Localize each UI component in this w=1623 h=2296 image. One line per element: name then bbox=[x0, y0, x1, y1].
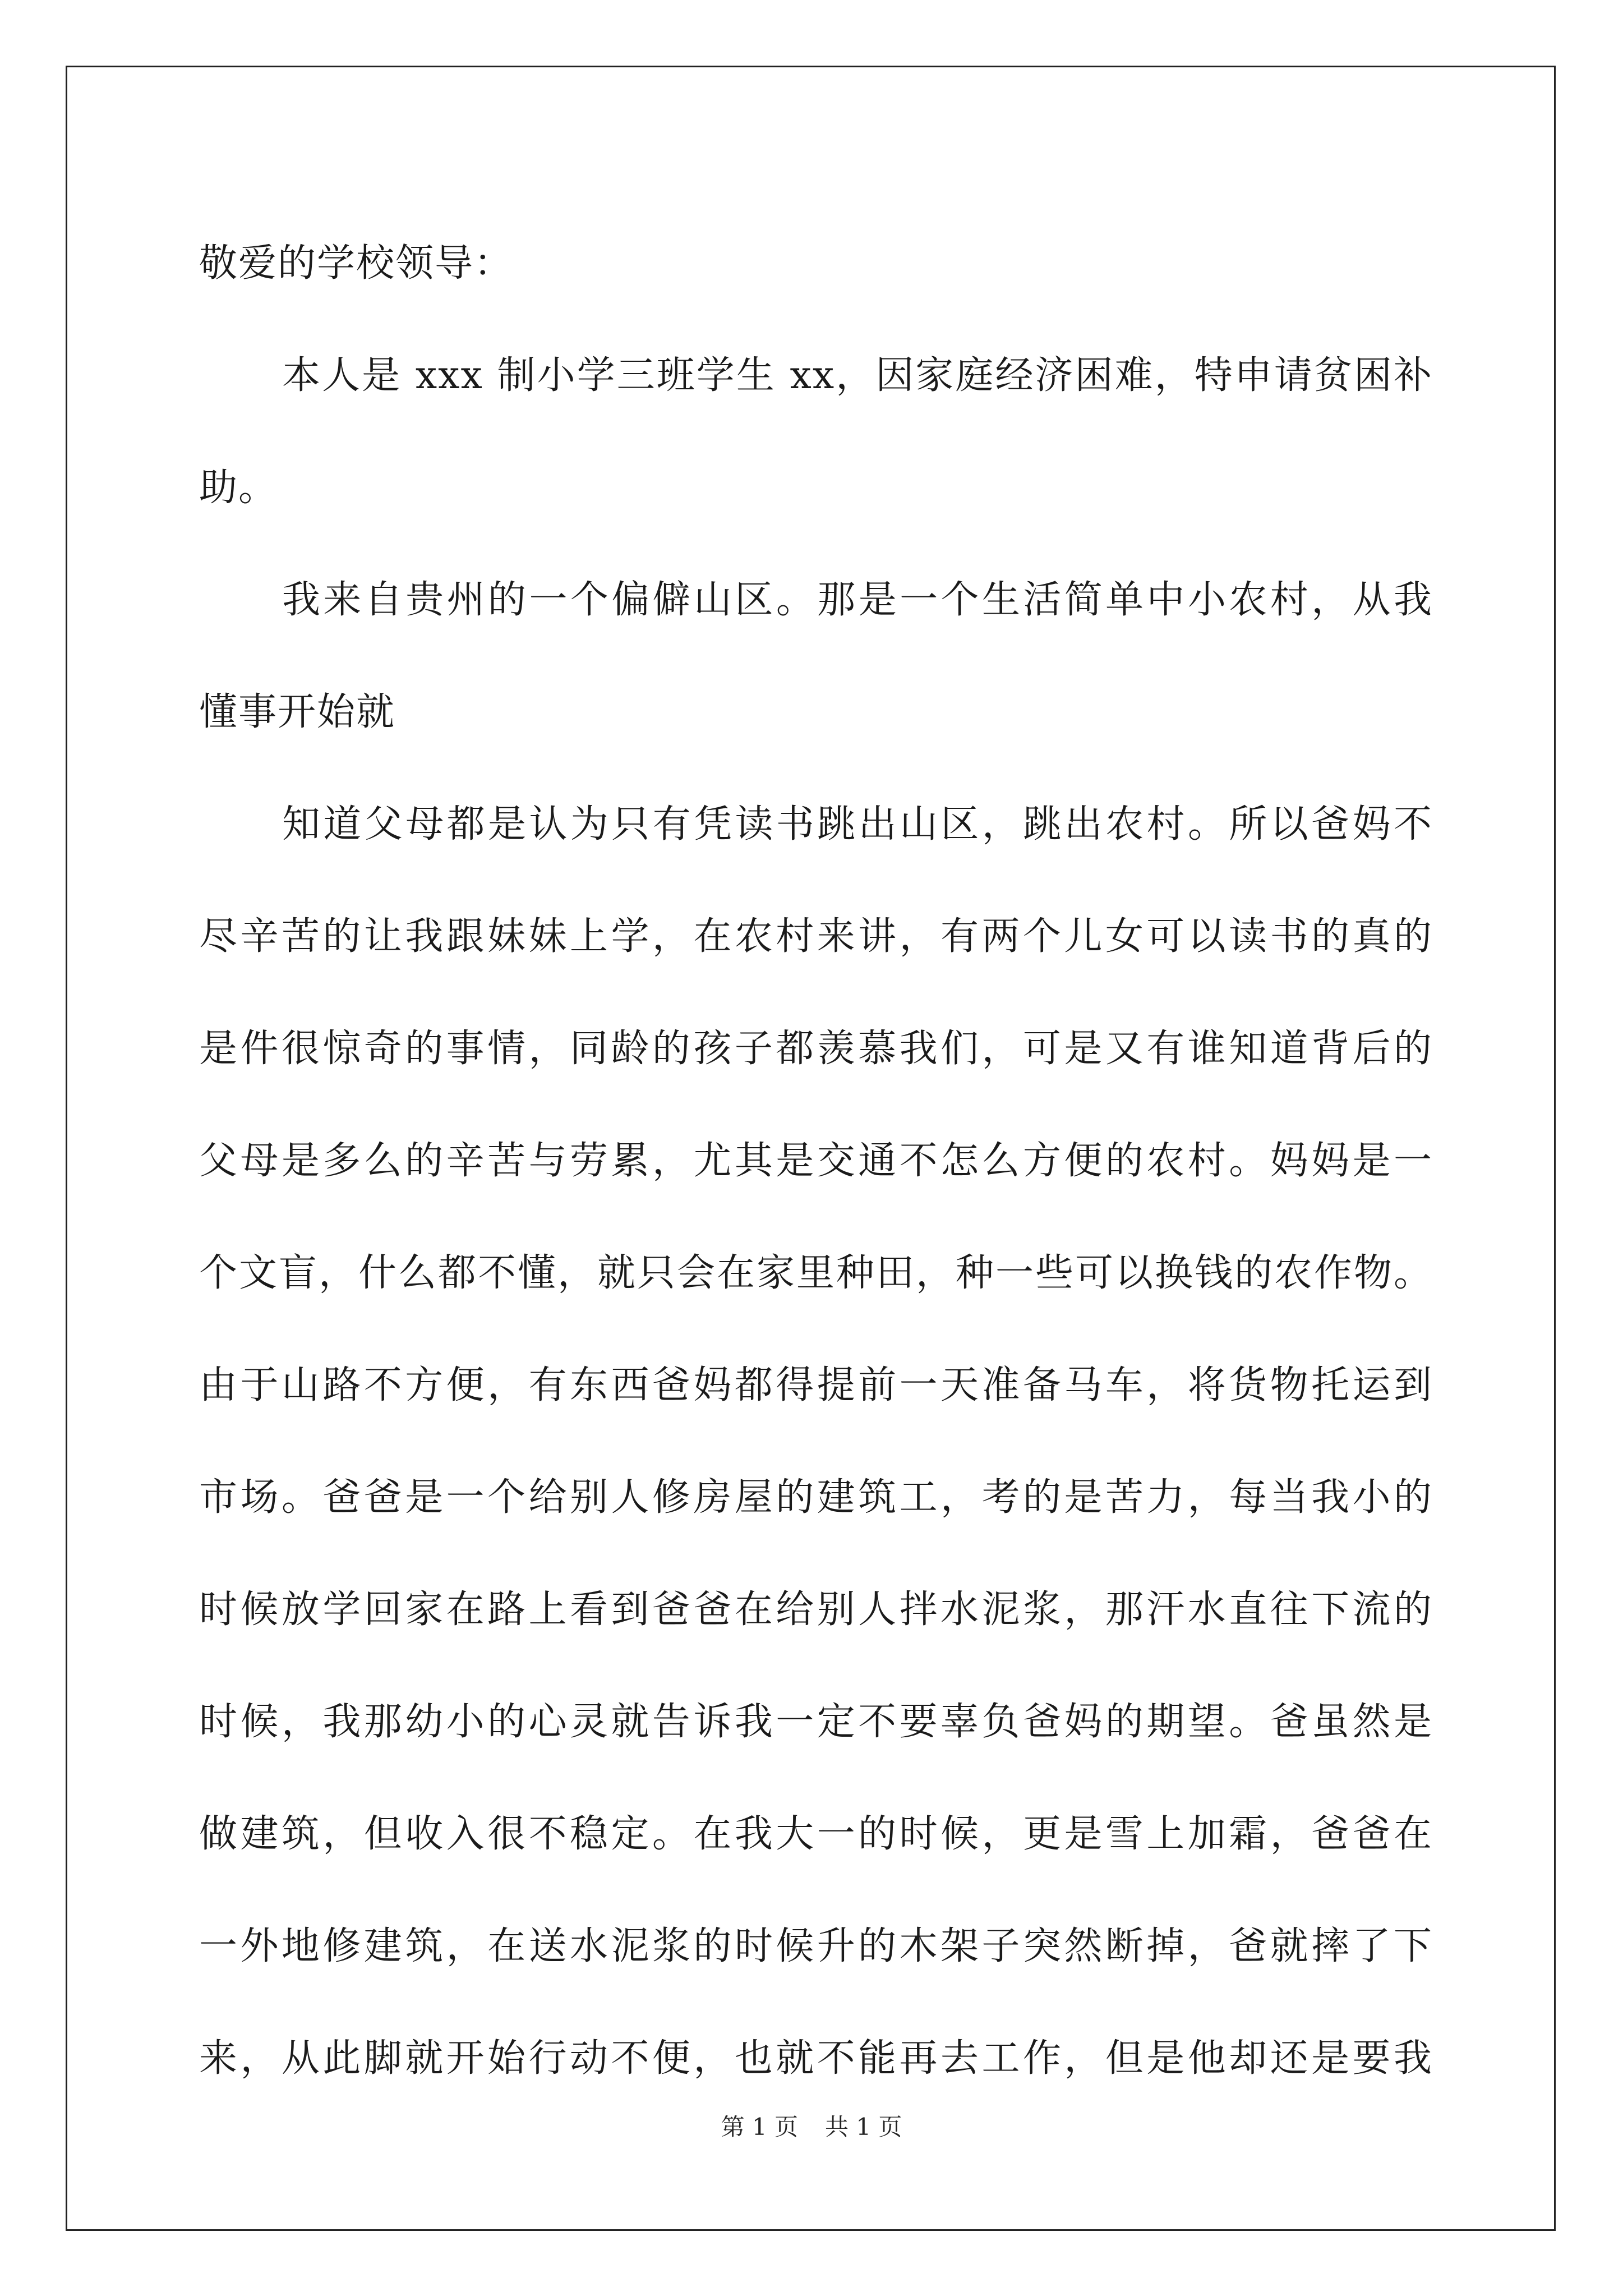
salutation-line: 敬爱的学校领导： bbox=[199, 241, 514, 286]
letter-line: 时候，我那幼小的心灵就告诉我一定不要辜负爸妈的期望。爸虽然是 bbox=[199, 1700, 1433, 1744]
total-page-count: 共 1 页 bbox=[825, 2113, 902, 2141]
letter-line: 知道父母都是认为只有凭读书跳出山区，跳出农村。所以爸妈不 bbox=[282, 802, 1433, 846]
letter-line: 本人是 xxx 制小学三班学生 xx，因家庭经济困难，特申请贫困补 bbox=[282, 353, 1433, 398]
letter-line: 来，从此脚就开始行动不便，也就不能再去工作，但是他却还是要我 bbox=[199, 2036, 1433, 2081]
letter-line: 父母是多么的辛苦与劳累，尤其是交通不怎么方便的农村。妈妈是一 bbox=[199, 1139, 1433, 1183]
letter-body bbox=[199, 208, 1433, 2115]
letter-line: 一外地修建筑，在送水泥浆的时候升的木架子突然断掉，爸就摔了下 bbox=[199, 1924, 1433, 1968]
letter-line: 我来自贵州的一个偏僻山区。那是一个生活简单中小农村，从我 bbox=[282, 578, 1433, 622]
letter-line: 做建筑，但收入很不稳定。在我大一的时候，更是雪上加霜，爸爸在 bbox=[199, 1812, 1433, 1856]
letter-line: 个文盲，什么都不懂，就只会在家里种田，种一些可以换钱的农作物。 bbox=[199, 1251, 1433, 1295]
letter-line: 由于山路不方便，有东西爸妈都得提前一天准备马车，将货物托运到 bbox=[199, 1363, 1433, 1407]
letter-line: 尽辛苦的让我跟妹妹上学，在农村来讲，有两个儿女可以读书的真的 bbox=[199, 914, 1433, 959]
current-page-number: 第 1 页 bbox=[721, 2113, 798, 2141]
letter-line: 市场。爸爸是一个给别人修房屋的建筑工，考的是苦力，每当我小的 bbox=[199, 1475, 1433, 1520]
letter-line: 是件很惊奇的事情，同龄的孩子都羡慕我们，可是又有谁知道背后的 bbox=[199, 1027, 1433, 1071]
letter-line: 时候放学回家在路上看到爸爸在给别人拌水泥浆，那汗水直往下流的 bbox=[199, 1588, 1433, 1632]
page-footer bbox=[0, 2110, 1623, 2144]
letter-line: 懂事开始就 bbox=[199, 690, 396, 734]
letter-line: 助。 bbox=[199, 466, 278, 510]
